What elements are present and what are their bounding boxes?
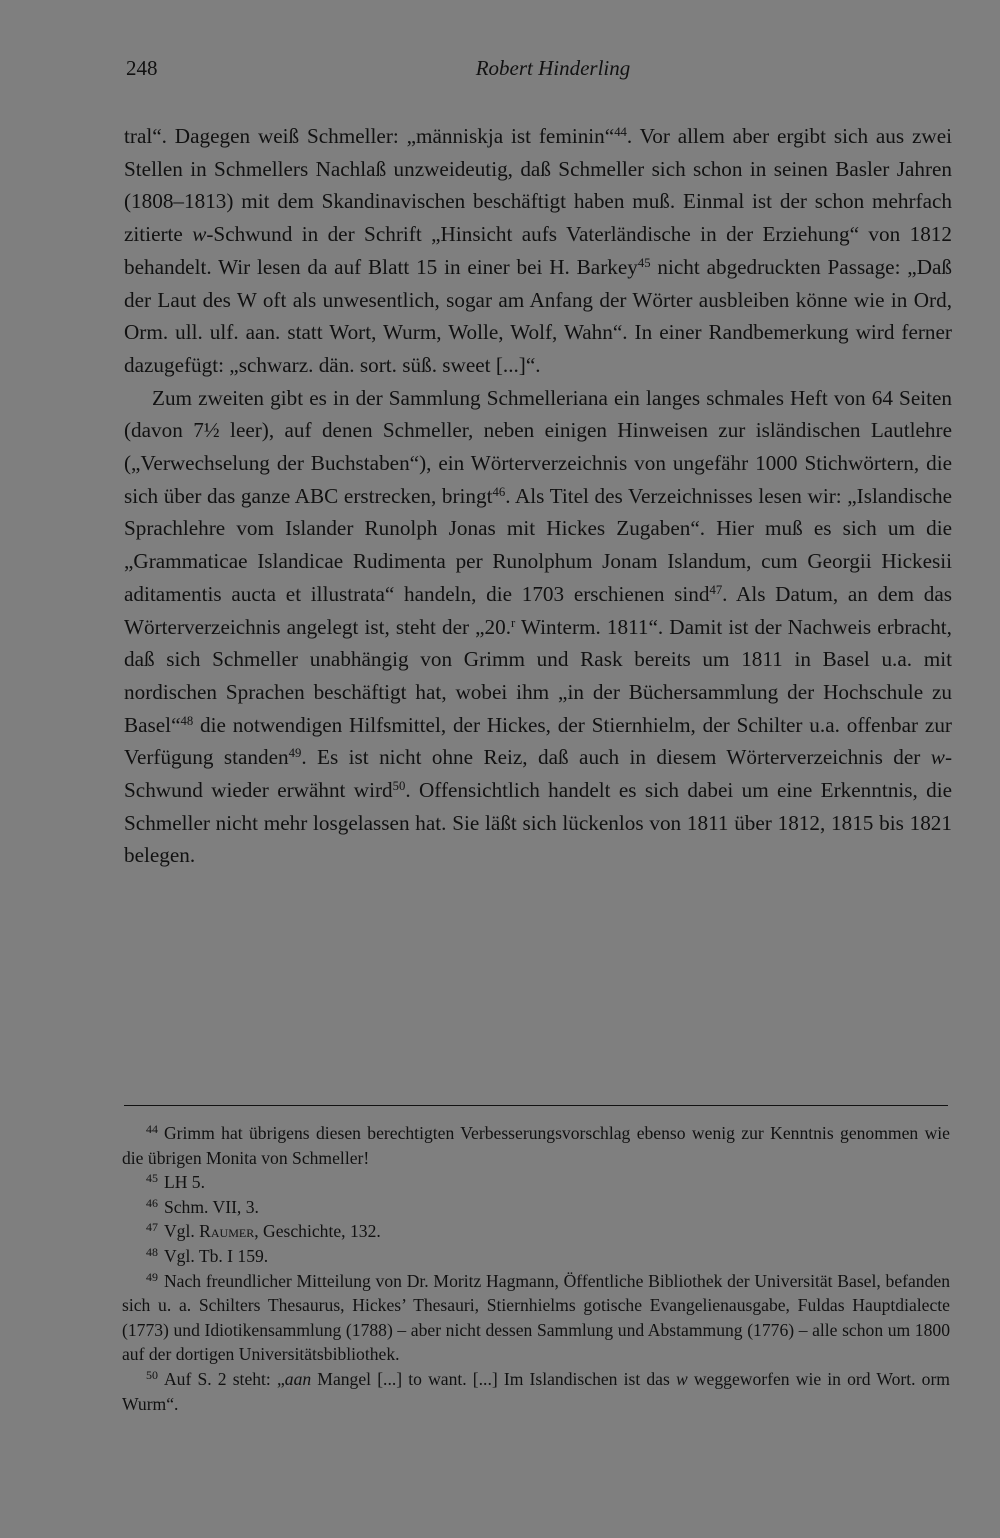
footnotes — [122, 1121, 950, 1416]
footnote-number: 50 — [146, 1367, 158, 1382]
footnote-text: Auf S. 2 steht: „ — [163, 1368, 285, 1389]
author-name-smallcaps: Raumer — [199, 1221, 255, 1242]
footnote-text: Vgl. Tb. I 159. — [163, 1245, 269, 1266]
footnote-text: Schm. VII, 3. — [163, 1196, 259, 1217]
paragraph-2 — [124, 382, 952, 873]
footnote-number: 47 — [146, 1220, 158, 1235]
footnote-ref-50: 50 — [392, 779, 406, 794]
footnote-text: LH 5. — [163, 1172, 205, 1193]
footnote-50 — [122, 1367, 950, 1416]
body-text — [124, 120, 952, 872]
text-span: Zum zweiten gibt es in der Sammlung Schmelleriana ein langes schmales Heft von 64 Seiten (davon 7½ leer), auf denen Schmeller, neben einigen Hinweisen zur isländischen Lautlehre („Verwechselung der Buchstaben“), ein Wörterverzeichnis von ungefähr 1000 Stichwörtern, die sich über das ganze ABC erstrecken, bringt — [124, 385, 952, 508]
italic-word: w — [675, 1368, 688, 1389]
text-span: . Als Titel des Verzeichnisses lesen wir: „Islandische Sprachlehre vom Islander Runolph Jonas mit Hickes Zugaben“. Hier muß es sich um die „Grammaticae Islandicae Rudimenta per Runolphum Jonam Islandum, cum Georgii Hickesii aditamentis aucta et illustrata“ handeln, die 1703 erschienen sind — [124, 483, 952, 606]
footnote-text: Vgl. — [163, 1221, 200, 1242]
footnote-text: weggeworfen wie in ord Wort. orm Wurm“. — [122, 1368, 950, 1414]
footnote-number: 49 — [146, 1269, 158, 1284]
footnote-ref-45: 45 — [637, 255, 651, 270]
footnote-ref-47: 47 — [709, 582, 723, 597]
page-number: 248 — [126, 56, 158, 80]
footnote-text: Nach freundlicher Mitteilung von Dr. Moritz Hagmann, Öffentliche Bibliothek der Universität Basel, befanden sich u. a. Schilters Thesaurus, Hickes’ Thesauri, Stiernhielms gotische Evangelienausgabe, Fuldas Hauptdialecte (1773) und Idiotikensammlung (1788) – aber nicht dessen Sammlung und Abstammung (1776) – alle schon um 1800 auf der dortigen Universitätsbibliothek. — [122, 1270, 950, 1365]
footnote-text: , Geschichte, 132. — [254, 1221, 381, 1242]
text-span: Winterm. 1811“. Damit ist der Nachweis erbracht, daß sich Schmeller unabhängig von Grimm und Rask bereits um 1811 in Basel u.a. mit nordischen Sprachen beschäftigt hat, wobei ihm „in der Büchersammlung der Hochschule zu Basel“ — [124, 614, 952, 737]
italic-word: aan — [284, 1368, 312, 1389]
italic-w: w — [192, 222, 207, 247]
footnote-45 — [122, 1170, 950, 1195]
text-span: . Offensichtlich handelt es sich dabei um eine Erkenntnis, die Schmeller nicht mehr losgelassen hat. Sie läßt sich lückenlos von 1811 über 1812, 1815 bis 1821 belegen. — [124, 778, 952, 868]
text-span: die notwendigen Hilfsmittel, der Hickes, der Stiernhielm, der Schilter u.a. offenbar zur Verfügung standen — [124, 712, 952, 770]
footnote-number: 48 — [146, 1245, 158, 1259]
footnote-number: 45 — [146, 1171, 158, 1186]
paragraph-1 — [124, 120, 952, 382]
footnote-46 — [122, 1195, 950, 1220]
footnote-text: Grimm hat übrigens diesen berechtigten Verbesserungsvorschlag ebenso wenig zur Kenntnis genommen wie die übrigen Monita von Schmeller! — [122, 1123, 950, 1168]
text-span: . Es ist nicht ohne Reiz, daß auch in diesem Wörterverzeichnis der — [301, 745, 931, 770]
superscript-r: r — [511, 615, 516, 630]
footnote-number: 46 — [146, 1195, 158, 1210]
footnote-49 — [122, 1269, 950, 1367]
footnote-48 — [122, 1244, 950, 1269]
footnote-47 — [122, 1219, 950, 1244]
footnote-text: Mangel [...] to want. [...] Im Islandischen ist das — [311, 1368, 676, 1389]
footnote-44 — [122, 1121, 950, 1170]
page-header — [126, 56, 950, 92]
footnote-ref-49: 49 — [288, 746, 302, 761]
text-span: -Schwund in der Schrift „Hinsicht aufs Vaterländische in der Erziehung“ von 1812 behandelt. Wir lesen da auf Blatt 15 in einer bei H. Barkey — [124, 222, 952, 279]
italic-w: w — [930, 745, 945, 770]
text-span: . Vor allem aber ergibt sich aus zwei Stellen in Schmellers Nachlaß unzweideutig, daß Schmeller sich schon in seinen Basler Jahren (1808–1813) mit dem Skandinavischen beschäftigt haben muß. Einmal ist der schon mehrfach zitierte — [124, 124, 952, 247]
text-span: -Schwund wieder erwähnt wird — [124, 745, 952, 803]
running-head: Robert Hinderling — [475, 56, 631, 80]
text-span: nicht abgedruckten Passage: „Daß der Laut des W oft als unwesentlich, sogar am Anfang der Wörter ausbleiben könne wie in Ord, Orm. ull. ulf. aan. statt Wort, Wurm, Wolle, Wolf, Wahn“. In einer Randbemerkung wird ferner dazugefügt: „schwarz. dän. sort. süß. sweet [...]“. — [124, 254, 952, 377]
footnote-ref-48: 48 — [180, 713, 194, 728]
footnote-ref-44: 44 — [614, 125, 627, 140]
footnote-ref-46: 46 — [492, 484, 506, 499]
footnote-number: 44 — [146, 1122, 158, 1137]
text-span: . Als Datum, an dem das Wörterverzeichnis angelegt ist, steht der „20. — [124, 581, 952, 639]
text-span: tral“. Dagegen weiß Schmeller: „människja ist feminin“ — [124, 124, 615, 148]
footnote-rule — [124, 1105, 948, 1106]
